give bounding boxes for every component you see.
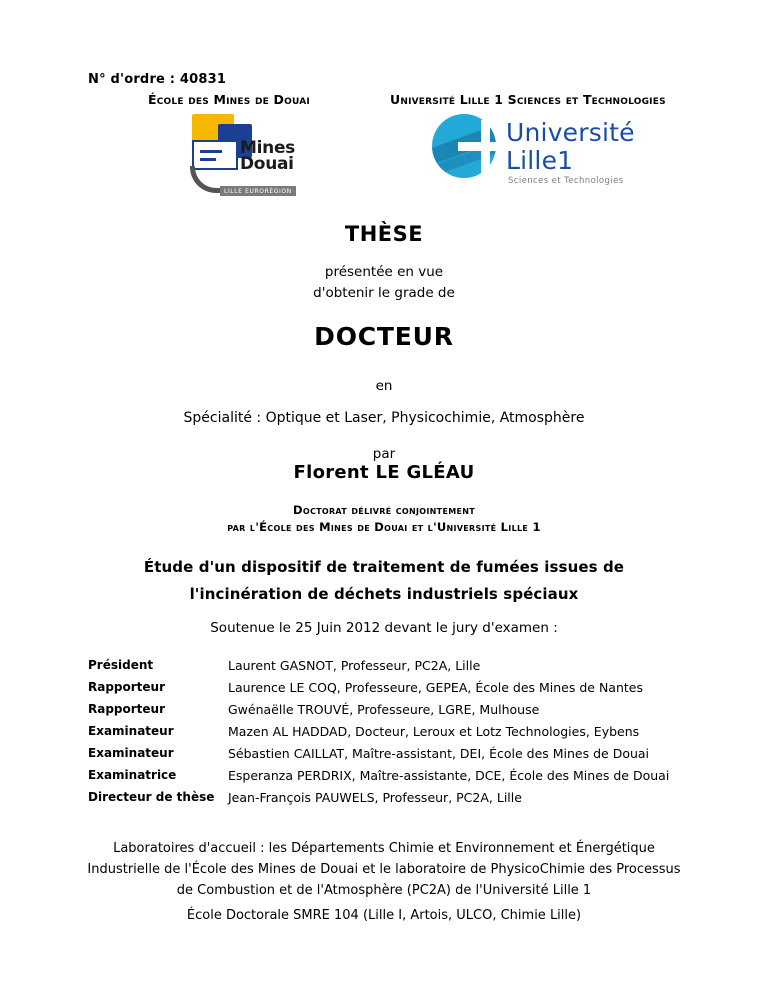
author-name: Florent LE GLÉAU <box>293 462 475 483</box>
jury-person: Mazen AL HADDAD, Docteur, Leroux et Lotz Technologies, Eybens <box>228 724 640 739</box>
table-row <box>88 768 688 790</box>
lille-logo-name-line2: Lille1 <box>506 146 574 175</box>
jury-person: Jean-François PAUWELS, Professeur, PC2A, Lille <box>228 790 522 805</box>
speciality-line: Spécialité : Optique et Laser, Physicochimie, Atmosphère <box>183 410 585 426</box>
order-number: N° d'ordre : 40831 <box>88 72 227 87</box>
logo-bar-upper <box>200 150 222 153</box>
jury-role: Examinateur <box>88 746 174 760</box>
mines-logo-word-mines: Mines <box>240 138 295 158</box>
logo-swoosh-icon <box>190 166 221 193</box>
thesis-title-line-2: l'incinération de déchets industriels spéciaux <box>189 585 579 603</box>
presentation-line-2: d'obtenir le grade de <box>313 285 455 301</box>
joint-degree-line-1: Doctorat délivré conjointement <box>293 503 475 517</box>
thesis-title-line-1: Étude d'un dispositif de traitement de fumées issues de <box>143 558 625 576</box>
presentation-line-1: présentée en vue <box>324 264 444 280</box>
host-laboratories <box>64 838 704 901</box>
these-heading: THÈSE <box>344 222 424 246</box>
table-row <box>88 724 688 746</box>
lille-logo-name-line1: Université <box>506 118 635 147</box>
jury-person: Laurent GASNOT, Professeur, PC2A, Lille <box>228 658 481 673</box>
par-word: par <box>372 446 396 462</box>
jury-role: Président <box>88 658 154 672</box>
presentation-statement <box>0 262 768 304</box>
institution-right-name: Université Lille 1 Sciences et Technologies <box>390 92 666 107</box>
labs-line-3: de Combustion et de l'Atmosphère (PC2A) de l'Université Lille 1 <box>176 883 592 898</box>
mines-logo-subtitle: LILLE EURORÉGION <box>220 186 296 196</box>
degree-heading: DOCTEUR <box>314 322 454 351</box>
mines-logo-word-douai: Douai <box>240 154 294 174</box>
logo-cross-vertical <box>481 120 490 174</box>
table-row <box>88 746 688 768</box>
institution-left-name: École des Mines de Douai <box>148 92 310 107</box>
lille-logo-subtitle: Sciences et Technologies <box>508 176 624 186</box>
jury-role: Examinatrice <box>88 768 177 782</box>
defense-statement: Soutenue le 25 Juin 2012 devant le jury d'examen : <box>210 620 558 636</box>
table-row <box>88 680 688 702</box>
jury-role: Examinateur <box>88 724 174 738</box>
en-word: en <box>375 378 393 394</box>
jury-table <box>88 658 688 812</box>
labs-line-1: Laboratoires d'accueil : les Départements Chimie et Environnement et Énergétique <box>113 841 655 856</box>
table-row <box>88 658 688 680</box>
jury-role: Rapporteur <box>88 680 166 694</box>
jury-person: Sébastien CAILLAT, Maître-assistant, DEI, École des Mines de Douai <box>228 746 650 761</box>
universite-lille1-logo <box>432 110 642 202</box>
table-row <box>88 790 688 812</box>
jury-role: Rapporteur <box>88 702 166 716</box>
labs-line-2: Industrielle de l'École des Mines de Douai et le laboratoire de PhysicoChimie des Processus <box>87 862 681 877</box>
doctoral-school: École Doctorale SMRE 104 (Lille I, Artois, ULCO, Chimie Lille) <box>186 908 582 923</box>
joint-degree-line-2: par l'École des Mines de Douai et l'Université Lille 1 <box>227 520 541 534</box>
jury-person: Laurence LE COQ, Professeure, GEPEA, École des Mines de Nantes <box>228 680 643 695</box>
institutions-header <box>0 92 768 212</box>
jury-person: Esperanza PERDRIX, Maître-assistante, DCE, École des Mines de Douai <box>228 768 670 783</box>
thesis-title <box>0 554 768 608</box>
joint-degree-statement <box>0 502 768 536</box>
jury-role: Directeur de thèse <box>88 790 215 804</box>
logo-bar-lower <box>200 158 216 161</box>
jury-person: Gwénaëlle TROUVÉ, Professeure, LGRE, Mulhouse <box>228 702 540 717</box>
table-row <box>88 702 688 724</box>
mines-douai-logo <box>190 114 300 204</box>
